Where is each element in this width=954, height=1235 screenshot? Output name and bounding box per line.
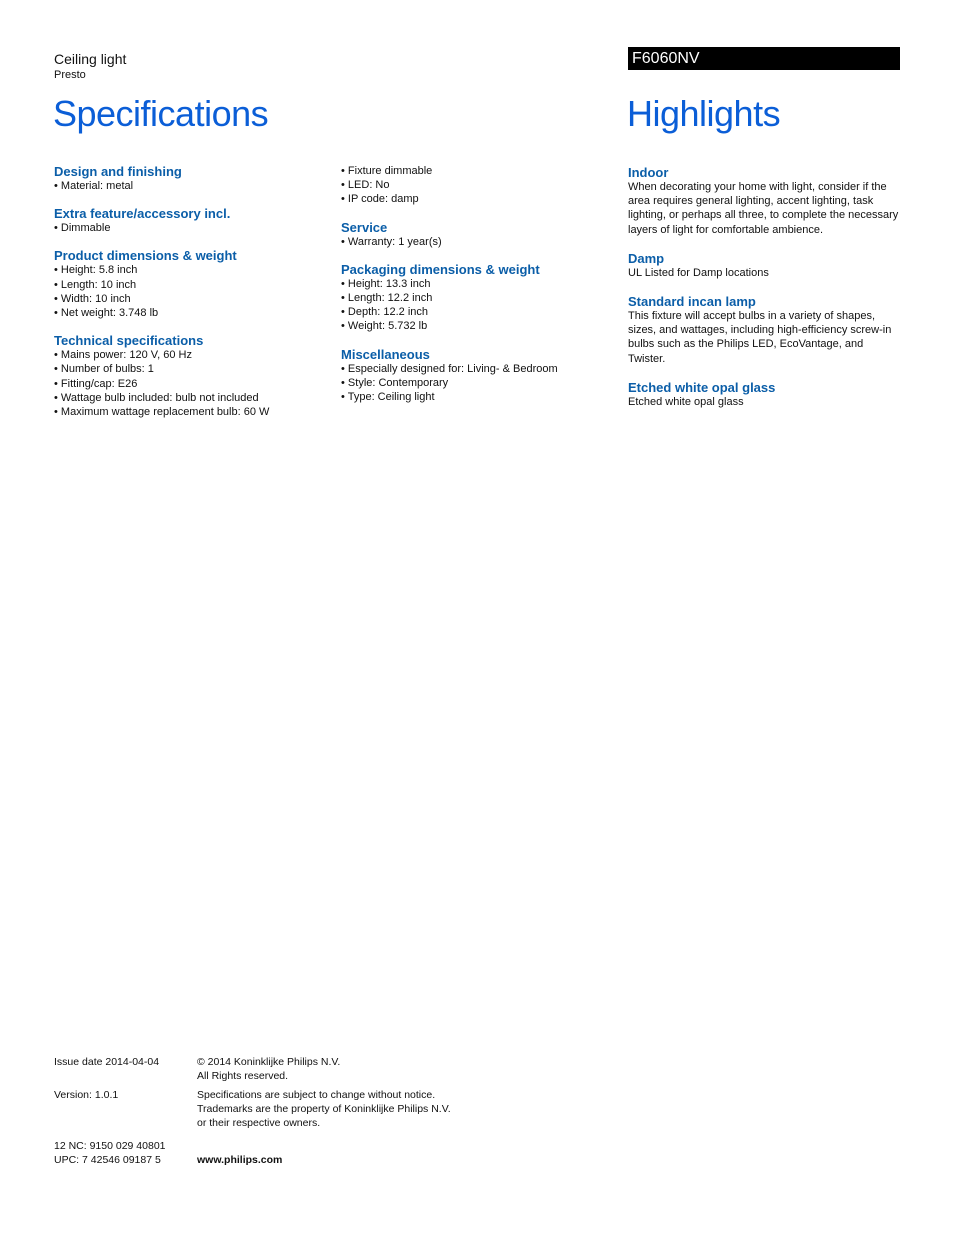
spec-item: • Material: metal [54, 179, 324, 193]
spec-item: • Style: Contemporary [341, 376, 611, 390]
highlight-heading: Indoor [628, 165, 669, 180]
section-heading: Technical specifications [54, 333, 204, 349]
highlight-damp [628, 251, 900, 280]
section-heading: Packaging dimensions & weight [341, 261, 540, 277]
notice-line: or their respective owners. [197, 1117, 321, 1129]
section-heading: Product dimensions & weight [54, 248, 237, 264]
highlight-standard-incan-lamp [628, 294, 900, 366]
version: Version: 1.0.1 [54, 1089, 119, 1101]
spec-section-packaging [341, 262, 611, 334]
highlight-indoor [628, 165, 900, 237]
highlight-text: When decorating your home with light, consider if the area requires general lighting, accent lighting, task lighting, or perhaps all three, to complete the necessary layers of light for comfortable ambience. [628, 181, 899, 236]
spec-item: • Height: 5.8 inch [54, 263, 324, 277]
copyright-line: All Rights reserved. [197, 1070, 289, 1082]
spec-item: • Fixture dimmable [341, 164, 611, 178]
section-heading: Service [341, 219, 388, 235]
highlight-etched-glass [628, 380, 900, 409]
spec-section-technical [54, 333, 324, 419]
highlights-title: Highlights [627, 93, 781, 134]
spec-item: • Warranty: 1 year(s) [341, 235, 611, 249]
spec-item: • Height: 13.3 inch [341, 277, 611, 291]
spec-item: • Length: 12.2 inch [341, 291, 611, 305]
specs-column-2 [341, 164, 611, 417]
spec-item: • Type: Ceiling light [341, 390, 611, 404]
section-heading: Miscellaneous [341, 346, 430, 362]
highlight-text: UL Listed for Damp locations [628, 266, 769, 279]
spec-item: • Length: 10 inch [54, 278, 324, 292]
spec-item: • Net weight: 3.748 lb [54, 306, 324, 320]
specifications-title: Specifications [53, 93, 269, 134]
upc-code: UPC: 7 42546 09187 5 [54, 1154, 161, 1166]
spec-section-technical-continued [341, 164, 611, 207]
spec-item: • Depth: 12.2 inch [341, 305, 611, 319]
spec-item: • Fitting/cap: E26 [54, 377, 324, 391]
section-heading: Extra feature/accessory incl. [54, 206, 231, 222]
highlight-heading: Standard incan lamp [628, 294, 756, 310]
website-link[interactable]: www.philips.com [197, 1154, 283, 1166]
highlight-text: This fixture will accept bulbs in a variety of shapes, sizes, and wattages, including high-efficiency screw-in bulbs such as the Philips LED, EcoVantage, and Twister. [628, 310, 892, 365]
spec-section-service [341, 220, 611, 249]
spec-section-design [54, 164, 324, 193]
highlight-heading: Etched white opal glass [628, 379, 776, 395]
product-codes [54, 1139, 166, 1167]
nc-code: 12 NC: 9150 029 40801 [54, 1140, 166, 1152]
highlights-column [628, 165, 900, 423]
specs-column-1 [54, 164, 324, 432]
spec-item: • Wattage bulb included: bulb not included [54, 391, 324, 405]
copyright [197, 1055, 340, 1083]
product-type: Ceiling light [54, 51, 127, 67]
section-heading: Design and finishing [54, 164, 182, 179]
copyright-line: © 2014 Koninklijke Philips N.V. [197, 1056, 341, 1068]
spec-item: • Maximum wattage replacement bulb: 60 W [54, 405, 324, 419]
highlight-heading: Damp [628, 250, 665, 266]
notice-line: Specifications are subject to change without notice. [197, 1089, 436, 1101]
spec-section-miscellaneous [341, 347, 611, 405]
spec-item: • Mains power: 120 V, 60 Hz [54, 348, 324, 362]
spec-item: • IP code: damp [341, 192, 611, 206]
spec-item: • LED: No [341, 178, 611, 192]
legal-notice [197, 1088, 451, 1130]
spec-section-product-dimensions [54, 248, 324, 320]
spec-item: • Especially designed for: Living- & Bedroom [341, 362, 611, 376]
notice-line: Trademarks are the property of Koninklijke Philips N.V. [197, 1103, 451, 1115]
spec-section-extra [54, 206, 324, 235]
spec-item: • Dimmable [54, 221, 324, 235]
issue-date: Issue date 2014-04-04 [54, 1056, 160, 1068]
spec-item: • Width: 10 inch [54, 292, 324, 306]
highlight-text: Etched white opal glass [628, 395, 744, 408]
spec-item: • Weight: 5.732 lb [341, 319, 611, 333]
spec-item: • Number of bulbs: 1 [54, 362, 324, 376]
model-badge: F6060NV [628, 47, 900, 70]
product-name: Presto [54, 69, 86, 81]
